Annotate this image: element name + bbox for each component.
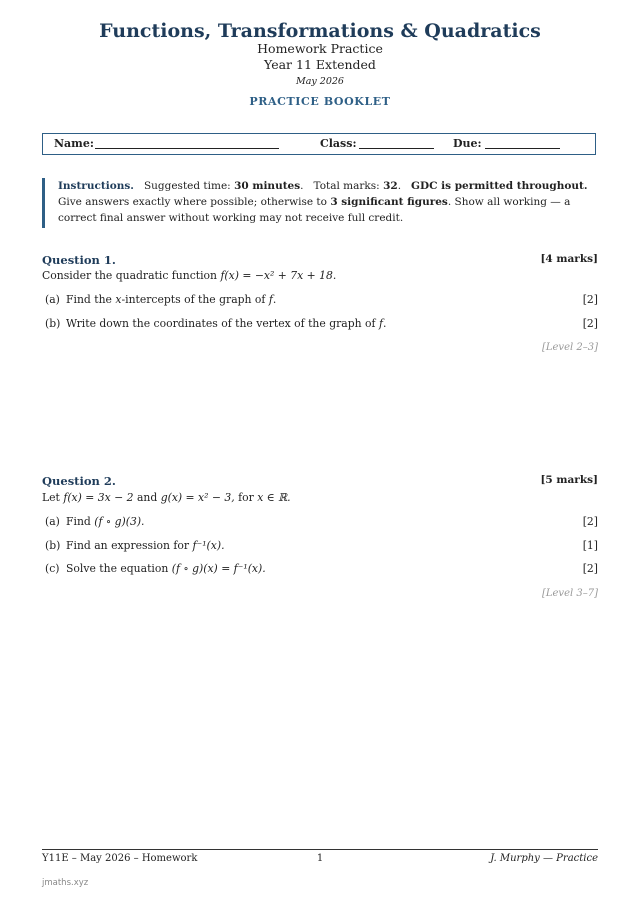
time-prefix: Suggested time: (143, 180, 231, 192)
course-name: Year 11 Extended (264, 57, 376, 72)
stem-math: f(x) = −x² + 7x + 18. (220, 269, 337, 282)
question-1-header (42, 253, 598, 267)
part-label: (a) (45, 515, 60, 528)
question-1-marks: [4 marks] (540, 253, 598, 265)
part-label: (b) (45, 317, 61, 330)
part-end: . (272, 293, 277, 306)
page-title: Functions, Transformations & Quadratics (99, 20, 541, 42)
question-2-level: [Level 3–7] (541, 588, 598, 599)
stem-math-1: f(x) = 3x − 2 (63, 491, 134, 504)
question-2-title: Question 2. (42, 474, 116, 488)
part-label: (a) (45, 293, 60, 306)
stem-text-3: for (238, 491, 254, 504)
part-math-2: f (268, 293, 273, 306)
part-math: x (115, 293, 122, 306)
stem-math-2: g(x) = x² − 3, (160, 491, 235, 504)
question-2-stem (42, 491, 291, 504)
stem-text-2: and (136, 491, 158, 504)
part-text-prefix: Solve the equation (66, 562, 169, 575)
part-math: f (378, 317, 383, 330)
part-marks: [2] (582, 515, 598, 528)
page-date: May 2026 (296, 76, 344, 87)
name-label: Name: (54, 137, 94, 150)
answers-suffix: . Show all working — a correct final answer without working may not receive full credit. (58, 196, 571, 224)
answers-prefix: Give answers exactly where possible; otherwise to (58, 196, 327, 208)
part-label: (b) (45, 539, 61, 552)
class-field[interactable] (359, 148, 434, 149)
sig-figs: 3 significant figures (330, 196, 448, 208)
part-text (66, 317, 386, 330)
footer-right: J. Murphy — Practice (490, 853, 598, 864)
question-2-marks: [5 marks] (540, 474, 598, 486)
due-field[interactable] (485, 148, 560, 149)
question-2-header (42, 474, 598, 488)
part-end: . (382, 317, 387, 330)
class-label: Class: (320, 137, 357, 150)
instructions-block: Instructions. Suggested time: 30 minutes. Total marks: 32. GDC is permitted throughout. Give answers exactly where possible; otherwise to 3 significant figures. Show all working — a correct final answer without working may not receive full credit. (42, 178, 590, 228)
question-1-level: [Level 2–3] (541, 342, 598, 353)
part-math: f⁻¹(x). (192, 539, 225, 552)
part-text (66, 293, 276, 306)
instructions-heading: Instructions. (58, 180, 134, 192)
part-marks: [2] (582, 317, 598, 330)
stem-text: Let (42, 491, 60, 504)
part-text (66, 562, 266, 575)
part-label: (c) (45, 562, 60, 575)
part-text (66, 539, 225, 552)
stem-text: Consider the quadratic function (42, 269, 217, 282)
due-label: Due: (453, 137, 482, 150)
part-math: (f ∘ g)(3). (94, 515, 145, 528)
marks-value: 32 (383, 180, 398, 192)
part-marks: [1] (582, 539, 598, 552)
page-number: 1 (316, 853, 324, 864)
part-math: (f ∘ g)(x) = f⁻¹(x). (171, 562, 266, 575)
part-text-prefix: Write down the coordinates of the vertex of the graph of (66, 317, 376, 330)
brand-link[interactable]: jmaths.xyz (42, 878, 89, 888)
part-text (66, 515, 144, 528)
gdc-note: GDC is permitted throughout. (411, 180, 588, 192)
part-text-prefix: Find (66, 515, 91, 528)
footer-left: Y11E – May 2026 – Homework (42, 853, 198, 864)
name-field[interactable] (95, 148, 279, 149)
part-marks: [2] (582, 293, 598, 306)
part-text-prefix: Find the (66, 293, 112, 306)
question-1-stem (42, 269, 336, 282)
booklet-label: PRACTICE BOOKLET (249, 95, 391, 108)
part-text-suffix: -intercepts of the graph of (121, 293, 266, 306)
page-subtitle: Homework Practice (257, 41, 383, 56)
footer-rule (42, 849, 598, 850)
part-marks: [2] (582, 562, 598, 575)
part-text-prefix: Find an expression for (66, 539, 190, 552)
stem-math-3: x ∈ ℝ. (257, 491, 291, 504)
time-value: 30 minutes (234, 180, 301, 192)
marks-prefix: Total marks: (313, 180, 380, 192)
student-info-box (42, 133, 596, 155)
question-1-title: Question 1. (42, 253, 116, 267)
